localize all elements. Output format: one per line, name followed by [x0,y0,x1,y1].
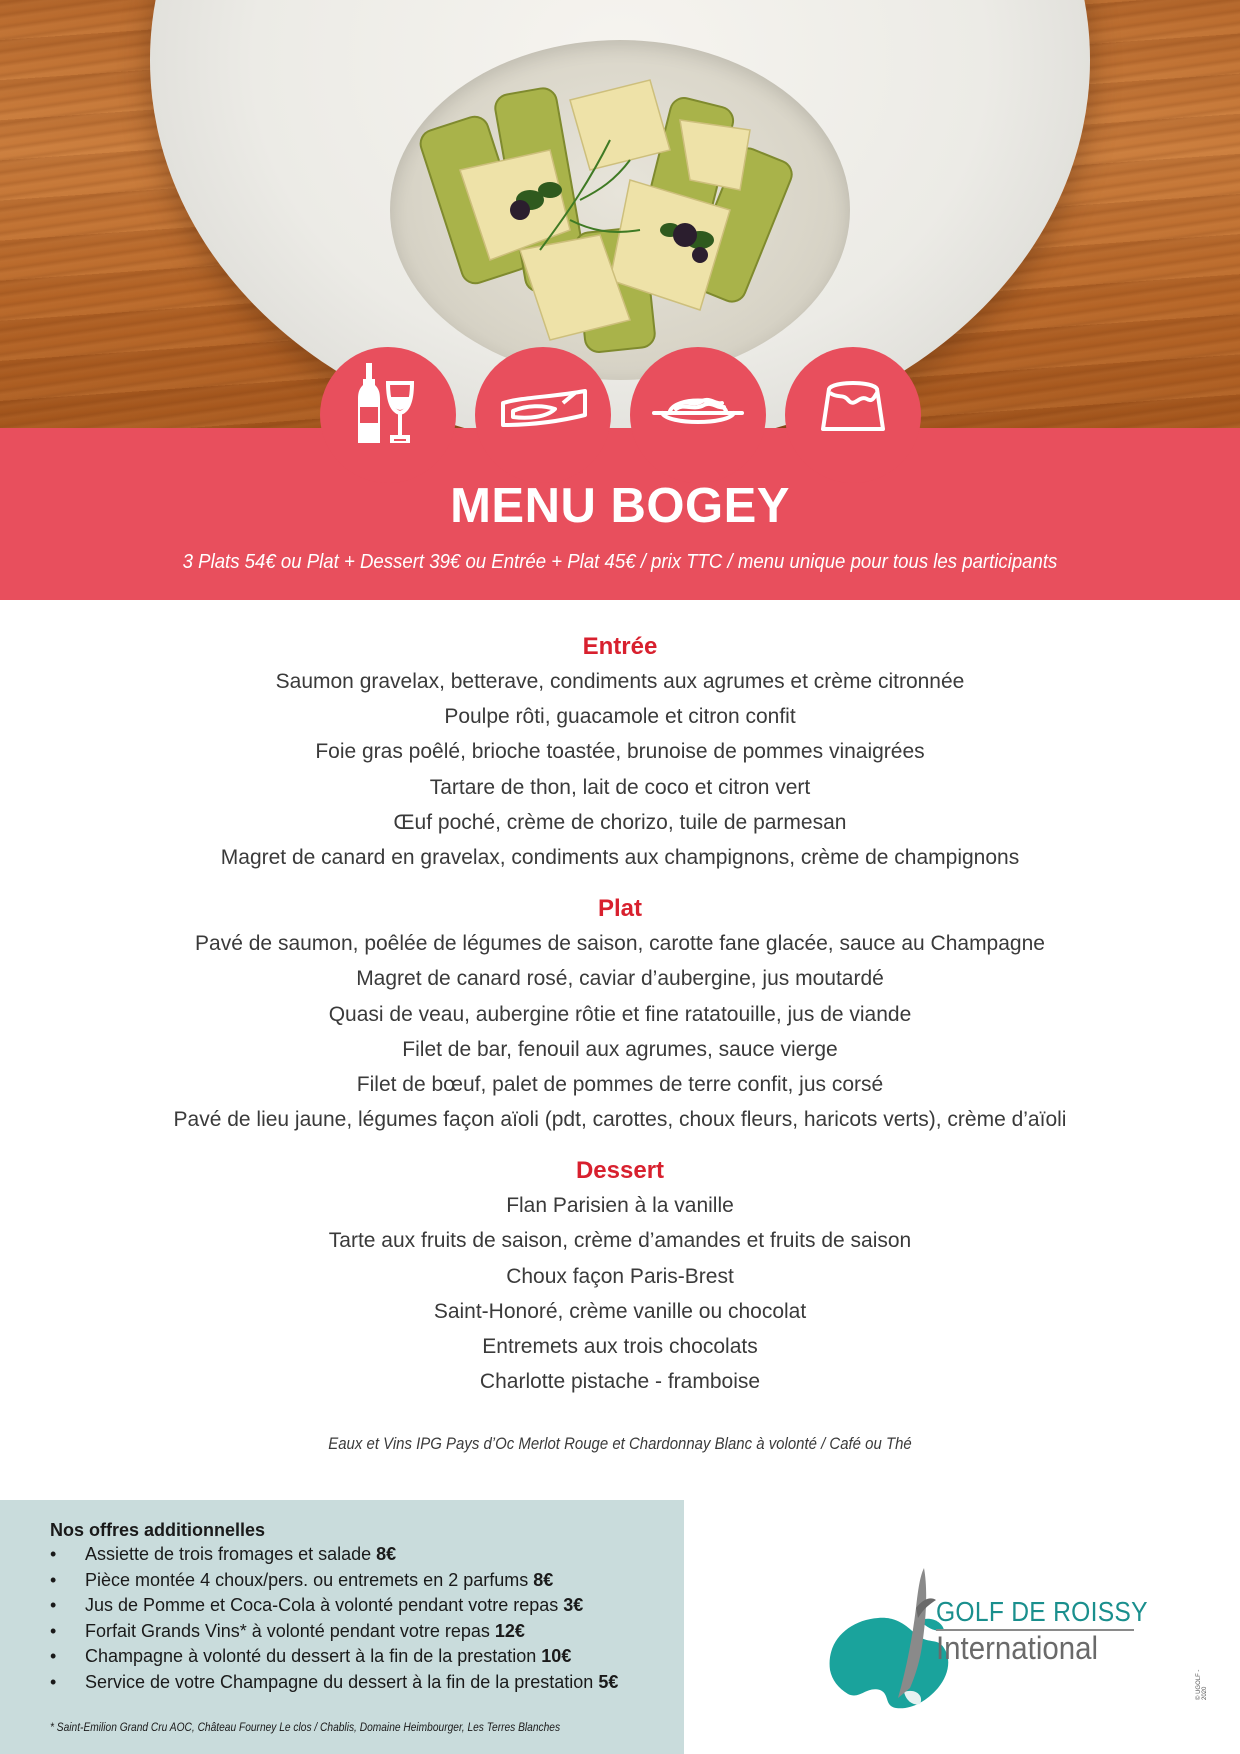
dish-item: Magret de canard rosé, caviar d’aubergine, jus moutardé [356,967,884,991]
section-title: Plat [597,895,642,923]
additional-offers-box [0,1500,684,1754]
logo-line-1: GOLF DE ROISSY [936,1596,1148,1627]
dish-item: Quasi de veau, aubergine rôtie et fine ratatouille, jus de viande [328,1002,912,1026]
dish-item: Saumon gravelax, betterave, condiments aux agrumes et crème citronnée [275,670,965,693]
dish-item: Poulpe rôti, guacamole et citron confit [444,705,796,729]
bullet: • [50,1544,57,1564]
bullet: • [50,1595,57,1615]
offer-price: 5€ [598,1671,619,1692]
main-course-icon-tab [630,347,766,483]
bullet: • [50,1569,57,1590]
offer-text: Service de votre Champagne du dessert à la fin de la prestation [85,1671,599,1692]
offer-price: 3€ [563,1595,584,1615]
main-course-icon [648,363,748,443]
starter-icon [493,363,593,443]
offer-text: Pièce montée 4 choux/pers. ou entremets en 2 parfums [85,1569,534,1590]
section-dessert [0,1154,1240,1399]
drinks-note: Eaux et Vins IPG Pays d’Oc Merlot Rouge et Chardonnay Blanc à volonté / Café ou Thé [328,1434,912,1453]
menu-subtitle: 3 Plats 54€ ou Plat + Dessert 39€ ou Entrée + Plat 45€ / prix TTC / menu unique pour tous les participants [182,551,1058,573]
offer-item [50,1542,684,1568]
menu-sections [0,630,1240,1416]
offer-price: 8€ [533,1569,554,1590]
starter-icon-tab [475,347,611,483]
dish-item: Entremets aux trois chocolats [482,1335,758,1358]
dish-item: Pavé de saumon, poêlée de légumes de saison, carotte fane glacée, sauce au Champagne [195,932,1045,956]
dish-item: Tarte aux fruits de saison, crème d’amandes et fruits de saison [328,1229,912,1253]
wine-icon-tab [320,347,456,483]
menu-title: MENU BOGEY [450,479,790,533]
section-title: Entrée [582,633,658,660]
hero-photo [0,0,1240,428]
offer-text: Assiette de trois fromages et salade [85,1544,377,1564]
dish-item: Tartare de thon, lait de coco et citron vert [429,775,811,799]
bullet: • [50,1620,57,1641]
dish-item: Foie gras poêlé, brioche toastée, brunoise de pommes vinaigrées [315,740,925,764]
wine-footnote: * Saint-Emilion Grand Cru AOC, Château Fourney Le clos / Chablis, Domaine Heimbourger, Les Terres Blanches [50,1720,561,1734]
offer-price: 8€ [376,1544,397,1564]
section-plat [0,892,1240,1137]
dish-item: Pavé de lieu jaune, légumes façon aïoli (pdt, carottes, choux fleurs, haricots verts), crème d’aïoli [173,1108,1067,1132]
offer-item [50,1568,684,1594]
dish-item: Magret de canard en gravelax, condiments aux champignons, crème de champignons [220,845,1020,869]
offer-text: Forfait Grands Vins* à volonté pendant votre repas [85,1620,495,1641]
offer-price: 12€ [494,1620,525,1641]
dish-item: Charlotte pistache - framboise [479,1370,761,1394]
offer-item [50,1593,684,1619]
offer-item [50,1644,684,1670]
offers-title: Nos offres additionnelles [50,1520,266,1540]
wine-icon [338,363,438,443]
dessert-icon [803,363,903,443]
dish-item: Filet de bœuf, palet de pommes de terre confit, jus corsé [356,1072,884,1096]
dish-item: Filet de bar, fenouil aux agrumes, sauce vierge [402,1037,838,1061]
offer-text: Champagne à volonté du dessert à la fin de la prestation [85,1646,542,1666]
dish-item: Saint-Honoré, crème vanille ou chocolat [433,1299,807,1323]
offer-text: Jus de Pomme et Coca-Cola à volonté pendant votre repas [85,1595,564,1615]
dish-item: Choux façon Paris-Brest [506,1264,734,1288]
dish-item: Œuf poché, crème de chorizo, tuile de parmesan [393,810,847,834]
dish-item: Flan Parisien à la vanille [506,1194,734,1218]
offer-price: 10€ [541,1646,572,1666]
food-illustration [400,60,840,390]
offer-item [50,1619,684,1645]
bullet: • [50,1646,57,1666]
section-entree [0,630,1240,875]
offer-item [50,1670,684,1696]
logo-line-2: International [936,1630,1099,1666]
section-title: Dessert [575,1157,665,1185]
copyright: © UGOLF - 2020 [1196,1669,1208,1700]
dessert-icon-tab [785,347,921,483]
bullet: • [50,1671,57,1692]
